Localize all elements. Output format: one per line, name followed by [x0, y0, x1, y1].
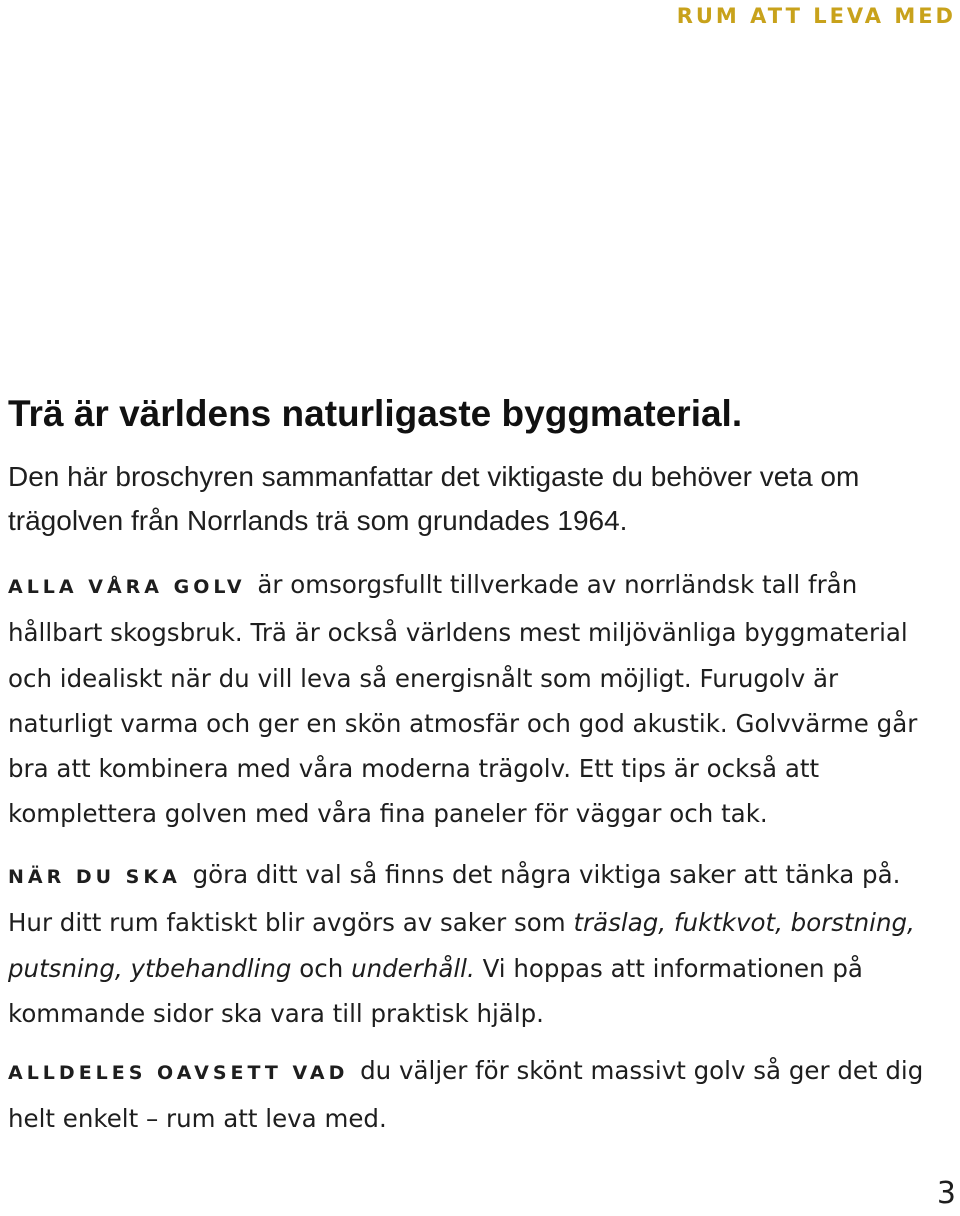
- body-paragraph-closing: [8, 1048, 948, 1142]
- paragraph-lead-in: ALLA VÅRA GOLV: [8, 576, 246, 598]
- paragraph-text: Vi hoppas att informationen på kommande sidor ska vara till praktisk hjälp.: [8, 953, 863, 1028]
- running-head: RUM ATT LEVA MED: [676, 4, 956, 28]
- emphasized-term: underhåll.: [351, 953, 475, 983]
- paragraph-text: är omsorgsfullt tillverkade av norrländsk tall från hållbart skogsbruk. Trä är också världens mest miljövänliga byggmaterial och idealiskt när du vill leva så energisnålt som möjligt. Furugolv är naturligt varma och ger en skön atmosfär och god akustik. Golvvärme går bra att kombinera med våra moderna trägolv. Ett tips är också att komplettera golven med våra fina paneler för väggar och tak.: [8, 570, 918, 829]
- paragraph-text: göra ditt val så finns det några viktiga saker att tänka på. Hur ditt rum faktiskt blir avgörs av saker som: [8, 860, 901, 938]
- page-title: Trä är världens naturligaste byggmaterial.: [8, 393, 743, 434]
- body-paragraph-floors: [8, 562, 948, 837]
- body-paragraph-choice: [8, 852, 948, 1036]
- emphasized-terms: träslag, fuktkvot, borstning, putsning, ytbehandling: [8, 908, 915, 983]
- paragraph-text: och: [291, 953, 352, 983]
- paragraph-lead-in: ALLDELES OAVSETT VAD: [8, 1062, 349, 1084]
- paragraph-lead-in: NÄR DU SKA: [8, 866, 181, 888]
- page-number: 3: [936, 1176, 956, 1211]
- intro-paragraph: Den här broschyren sammanfattar det viktigaste du behöver veta om trägolven från Norrlands trä som grundades 1964.: [8, 461, 860, 536]
- paragraph-text: du väljer för skönt massivt golv så ger det dig helt enkelt – rum att leva med.: [8, 1056, 924, 1134]
